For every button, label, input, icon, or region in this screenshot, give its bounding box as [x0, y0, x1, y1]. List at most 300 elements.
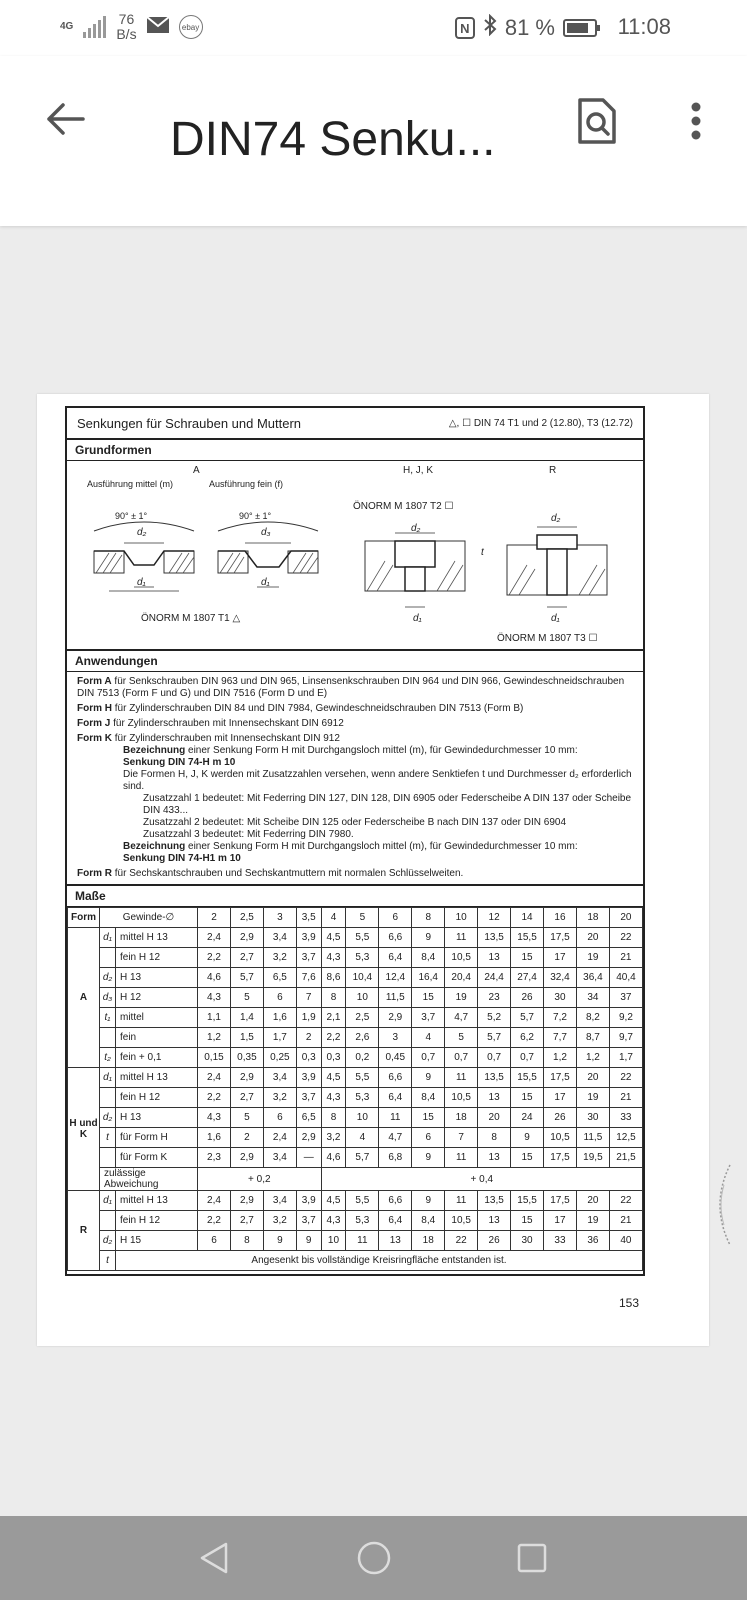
- form-r-d1: d₁: [551, 613, 560, 624]
- value-cell: 1,1: [198, 1008, 231, 1028]
- ebay-icon: [179, 15, 203, 39]
- value-cell: 3,2: [263, 948, 296, 968]
- value-cell: 15: [511, 948, 544, 968]
- value-cell: 22: [445, 1231, 478, 1251]
- value-cell: 5,3: [346, 1211, 379, 1231]
- value-cell: 0,35: [230, 1048, 263, 1068]
- value-cell: 2,2: [321, 1028, 346, 1048]
- table-row: [68, 1068, 643, 1088]
- header-size: 10: [445, 908, 478, 928]
- symbol-cell: d₁: [100, 1068, 116, 1088]
- value-cell: 7: [296, 988, 321, 1008]
- value-cell: 8: [321, 1108, 346, 1128]
- desc-cell: mittel H 13: [116, 1191, 198, 1211]
- doc-header-ref: △, ☐ DIN 74 T1 und 2 (12.80), T3 (12.72): [448, 417, 633, 429]
- form-hjk-d1: d₁: [413, 613, 422, 624]
- value-cell: 9: [412, 1191, 445, 1211]
- table-row: [68, 1048, 643, 1068]
- desc-cell: H 15: [116, 1231, 198, 1251]
- page-number: 153: [618, 1296, 639, 1310]
- value-cell: 9: [412, 1068, 445, 1088]
- value-cell: 2,9: [230, 1191, 263, 1211]
- desc-cell: fein H 12: [116, 1088, 198, 1108]
- value-cell: 19: [576, 948, 609, 968]
- form-cell: H und K: [68, 1068, 100, 1191]
- value-cell: 20: [576, 928, 609, 948]
- value-cell: 8,7: [576, 1028, 609, 1048]
- battery-fill: [567, 23, 588, 33]
- value-cell: 1,4: [230, 1008, 263, 1028]
- value-cell: 10,5: [445, 948, 478, 968]
- value-cell: 4,5: [321, 1068, 346, 1088]
- table-row: [68, 1191, 643, 1211]
- value-cell: 0,25: [263, 1048, 296, 1068]
- value-cell: 3,9: [296, 928, 321, 948]
- value-cell: 9: [412, 1148, 445, 1168]
- value-cell: 4,3: [321, 1088, 346, 1108]
- nfc-icon-label: N: [460, 20, 470, 36]
- value-cell: 0,7: [412, 1048, 445, 1068]
- value-cell: 10,5: [544, 1128, 577, 1148]
- desc-cell: für Form K: [116, 1148, 198, 1168]
- value-cell: 30: [576, 1108, 609, 1128]
- desc-cell: fein H 12: [116, 948, 198, 968]
- document-search-icon: [577, 97, 617, 145]
- value-cell: 10: [346, 1108, 379, 1128]
- r-t-row: [68, 1251, 643, 1271]
- value-cell: 4,6: [198, 968, 231, 988]
- value-cell: 2,2: [198, 1211, 231, 1231]
- value-cell: 5,3: [346, 948, 379, 968]
- header-size: 4: [321, 908, 346, 928]
- anwendungen-heading: Anwendungen: [67, 651, 643, 672]
- anw-note: Die Formen H, J, K werden mit Zusatzzahlen versehen, wenn andere Senktiefen t und Durchmesser d₂ erforderlich sind.: [123, 769, 632, 792]
- value-cell: 15,5: [511, 928, 544, 948]
- header-size: 6: [379, 908, 412, 928]
- value-cell: 4,5: [321, 928, 346, 948]
- status-left: [60, 12, 203, 42]
- value-cell: 2,7: [230, 1211, 263, 1231]
- table-row: [68, 988, 643, 1008]
- value-cell: 19: [576, 1088, 609, 1108]
- battery-icon: [563, 19, 597, 37]
- symbol-cell: [100, 1148, 116, 1168]
- value-cell: 4,3: [321, 948, 346, 968]
- document-title: DIN74 Senku...: [170, 113, 496, 166]
- value-cell: 21,5: [609, 1148, 642, 1168]
- value-cell: 13: [478, 948, 511, 968]
- value-cell: 6: [263, 1108, 296, 1128]
- form-a-mittel-d1: d₁: [137, 577, 146, 588]
- anwendungen-body: [67, 672, 643, 886]
- value-cell: 17,5: [544, 1148, 577, 1168]
- value-cell: 13,5: [478, 928, 511, 948]
- desc-cell: H 13: [116, 1108, 198, 1128]
- value-cell: 2,4: [198, 928, 231, 948]
- value-cell: 1,7: [609, 1048, 642, 1068]
- anw-bezeichnung-1: Bezeichnung einer Senkung Form H mit Durchgangsloch mittel (m), für Gewindedurchmesser 10 mm: Senkung DIN 74-H m 10: [123, 745, 578, 768]
- value-cell: 0,3: [321, 1048, 346, 1068]
- status-right: [455, 14, 597, 42]
- anw-bezeichnung-2: Bezeichnung einer Senkung Form H mit Durchgangsloch mittel (m), für Gewindedurchmesser 10 mm: Senkung DIN 74-H1 m 10: [123, 841, 578, 864]
- value-cell: 0,7: [511, 1048, 544, 1068]
- value-cell: 4,3: [321, 1211, 346, 1231]
- value-cell: 11: [445, 1068, 478, 1088]
- value-cell: 6,5: [263, 968, 296, 988]
- value-cell: 5,7: [478, 1028, 511, 1048]
- value-cell: 13: [478, 1211, 511, 1231]
- table-row: [68, 1128, 643, 1148]
- value-cell: 9: [263, 1231, 296, 1251]
- anw-form-k: Form K für Zylinderschrauben mit Innensechskant DIN 912: [77, 733, 340, 744]
- network-speed: [116, 12, 136, 42]
- value-cell: 10: [321, 1231, 346, 1251]
- value-cell: 4,3: [198, 988, 231, 1008]
- value-cell: 22: [609, 1068, 642, 1088]
- document-page[interactable]: [37, 394, 709, 1346]
- table-row: [68, 928, 643, 948]
- value-cell: 13: [478, 1088, 511, 1108]
- value-cell: 2,6: [346, 1028, 379, 1048]
- next-page-edge: [700, 1160, 740, 1250]
- value-cell: 3,2: [263, 1088, 296, 1108]
- value-cell: 3,4: [263, 1148, 296, 1168]
- onorm-t2-label: ÖNORM M 1807 T2 ☐: [353, 501, 454, 512]
- value-cell: 3,7: [296, 948, 321, 968]
- value-cell: 4,3: [198, 1108, 231, 1128]
- form-r-drawing: [497, 521, 617, 621]
- angle-fein: 90° ± 1°: [239, 511, 272, 521]
- value-cell: 26: [478, 1231, 511, 1251]
- value-cell: 6,6: [379, 1191, 412, 1211]
- value-cell: 10,5: [445, 1088, 478, 1108]
- value-cell: 11,5: [379, 988, 412, 1008]
- value-cell: 1,9: [296, 1008, 321, 1028]
- form-hjk-drawing: [355, 521, 475, 621]
- symbol-cell: d₁: [100, 928, 116, 948]
- value-cell: 40: [609, 1231, 642, 1251]
- value-cell: 17,5: [544, 1191, 577, 1211]
- value-cell: 3,7: [296, 1088, 321, 1108]
- value-cell: 24: [511, 1108, 544, 1128]
- value-cell: 9,2: [609, 1008, 642, 1028]
- value-cell: 24,4: [478, 968, 511, 988]
- more-options-button[interactable]: [672, 94, 720, 148]
- header-size: 16: [544, 908, 577, 928]
- value-cell: 4,5: [321, 1191, 346, 1211]
- value-cell: 40,4: [609, 968, 642, 988]
- value-cell: 2,1: [321, 1008, 346, 1028]
- value-cell: 1,7: [263, 1028, 296, 1048]
- value-cell: 9: [296, 1231, 321, 1251]
- header-size: 2,5: [230, 908, 263, 928]
- value-cell: 4,7: [379, 1128, 412, 1148]
- table-row: [68, 1108, 643, 1128]
- value-cell: 10: [346, 988, 379, 1008]
- table-row: [68, 1008, 643, 1028]
- anw-zusatz-3: Zusatzzahl 3 bedeutet: Mit Federring DIN 7980.: [143, 829, 354, 840]
- value-cell: 7,2: [544, 1008, 577, 1028]
- value-cell: 6: [263, 988, 296, 1008]
- r-t-text: Angesenkt bis vollständige Kreisringfläche entstanden ist.: [116, 1251, 643, 1271]
- value-cell: 7,7: [544, 1028, 577, 1048]
- value-cell: 36: [576, 1231, 609, 1251]
- value-cell: 37: [609, 988, 642, 1008]
- value-cell: 6,4: [379, 1211, 412, 1231]
- nav-recents-button[interactable]: [508, 1534, 556, 1582]
- value-cell: 2,2: [198, 1088, 231, 1108]
- value-cell: 3,7: [412, 1008, 445, 1028]
- tolerance-small: + 0,2: [198, 1168, 322, 1191]
- value-cell: 3,9: [296, 1191, 321, 1211]
- value-cell: 11,5: [576, 1128, 609, 1148]
- network-type: 4G: [60, 21, 74, 32]
- table-row: [68, 968, 643, 988]
- value-cell: 15: [511, 1088, 544, 1108]
- desc-cell: H 13: [116, 968, 198, 988]
- value-cell: 5,7: [230, 968, 263, 988]
- value-cell: —: [296, 1148, 321, 1168]
- value-cell: 5,2: [478, 1008, 511, 1028]
- value-cell: 15: [511, 1148, 544, 1168]
- anw-zusatz-1: Zusatzzahl 1 bedeutet: Mit Federring DIN 127, DIN 128, DIN 6905 oder Federscheibe A DIN 137 oder Scheibe DIN 433...: [143, 793, 632, 816]
- nav-back-button[interactable]: [190, 1534, 238, 1582]
- anw-form-a: Form A für Senkschrauben DIN 963 und DIN 965, Linsensenkschrauben DIN 964 und DIN 966, Gewindeschneidschrauben DIN 7513 (Form F und G) und DIN 7516 (Form D und E): [77, 676, 625, 699]
- header-form: Form: [68, 908, 100, 928]
- value-cell: 15: [412, 1108, 445, 1128]
- value-cell: 5,5: [346, 928, 379, 948]
- symbol-cell: d₂: [100, 1231, 116, 1251]
- value-cell: 2,5: [346, 1008, 379, 1028]
- value-cell: 6: [412, 1128, 445, 1148]
- value-cell: 4: [412, 1028, 445, 1048]
- value-cell: 13,5: [478, 1191, 511, 1211]
- value-cell: 4,7: [445, 1008, 478, 1028]
- value-cell: 1,2: [576, 1048, 609, 1068]
- symbol-cell: [100, 948, 116, 968]
- value-cell: 18: [412, 1231, 445, 1251]
- angle-mittel: 90° ± 1°: [115, 511, 148, 521]
- form-cell: A: [68, 928, 100, 1068]
- value-cell: 22: [609, 928, 642, 948]
- form-cell: R: [68, 1191, 100, 1271]
- value-cell: 6,5: [296, 1108, 321, 1128]
- value-cell: 1,6: [263, 1008, 296, 1028]
- value-cell: 17: [544, 948, 577, 968]
- table-row: [68, 1231, 643, 1251]
- value-cell: 30: [544, 988, 577, 1008]
- symbol-cell: d₁: [100, 1191, 116, 1211]
- speed-value: 76: [118, 11, 135, 27]
- ausfuehrung-fein: Ausführung fein (f): [209, 479, 284, 489]
- desc-cell: für Form H: [116, 1128, 198, 1148]
- value-cell: 5,5: [346, 1068, 379, 1088]
- value-cell: 1,2: [544, 1048, 577, 1068]
- header-size: 14: [511, 908, 544, 928]
- value-cell: 2,3: [198, 1148, 231, 1168]
- grundformen-drawings: [67, 461, 643, 651]
- value-cell: 20: [576, 1191, 609, 1211]
- clock: 11:08: [617, 14, 671, 39]
- anw-zusatz-2: Zusatzzahl 2 bedeutet: Mit Scheibe DIN 125 oder Federscheibe B nach DIN 137 oder DIN 6904: [143, 817, 567, 828]
- value-cell: 2,9: [230, 928, 263, 948]
- header-size: 2: [198, 908, 231, 928]
- value-cell: 3,4: [263, 928, 296, 948]
- value-cell: 8,6: [321, 968, 346, 988]
- value-cell: 3,9: [296, 1068, 321, 1088]
- speed-unit: B/s: [116, 26, 137, 42]
- desc-cell: mittel: [116, 1008, 198, 1028]
- value-cell: 15: [412, 988, 445, 1008]
- value-cell: 2,7: [230, 1088, 263, 1108]
- value-cell: 7,6: [296, 968, 321, 988]
- value-cell: 8: [230, 1231, 263, 1251]
- value-cell: 6,4: [379, 1088, 412, 1108]
- anw-form-j: Form J für Zylinderschrauben mit Innensechskant DIN 6912: [77, 718, 344, 729]
- value-cell: 0,7: [478, 1048, 511, 1068]
- value-cell: 1,5: [230, 1028, 263, 1048]
- square-recents-icon: [516, 1542, 548, 1574]
- app-bar: [0, 56, 747, 226]
- value-cell: 27,4: [511, 968, 544, 988]
- value-cell: 8,4: [412, 1088, 445, 1108]
- value-cell: 9,7: [609, 1028, 642, 1048]
- value-cell: 23: [478, 988, 511, 1008]
- navigation-bar: [0, 1516, 747, 1600]
- doc-header-title: Senkungen für Schrauben und Muttern: [77, 415, 302, 431]
- value-cell: 8,2: [576, 1008, 609, 1028]
- value-cell: 11: [379, 1108, 412, 1128]
- value-cell: 0,3: [296, 1048, 321, 1068]
- value-cell: 17,5: [544, 928, 577, 948]
- symbol-cell: d₂: [100, 968, 116, 988]
- value-cell: 33: [544, 1231, 577, 1251]
- header-size: 8: [412, 908, 445, 928]
- form-a-fein-d3: d₃: [261, 527, 271, 538]
- value-cell: 13,5: [478, 1068, 511, 1088]
- value-cell: 21: [609, 948, 642, 968]
- tolerance-label: zulässige Abweichung: [100, 1168, 198, 1191]
- value-cell: 22: [609, 1191, 642, 1211]
- header-gewinde: Gewinde-∅: [100, 908, 198, 928]
- desc-cell: H 12: [116, 988, 198, 1008]
- signal-icon: [83, 16, 106, 38]
- grundformen-heading: Grundformen: [67, 440, 643, 461]
- value-cell: 20,4: [445, 968, 478, 988]
- value-cell: 15,5: [511, 1191, 544, 1211]
- value-cell: 6,2: [511, 1028, 544, 1048]
- anw-form-h: Form H für Zylinderschrauben DIN 84 und DIN 7984, Gewindeschneidschrauben DIN 7513 (Form B): [77, 703, 524, 714]
- triangle-back-icon: [199, 1541, 229, 1575]
- value-cell: 2,9: [230, 1068, 263, 1088]
- symbol-cell: d₂: [100, 1108, 116, 1128]
- value-cell: 19: [576, 1211, 609, 1231]
- value-cell: 3,2: [321, 1128, 346, 1148]
- value-cell: 2,4: [263, 1128, 296, 1148]
- value-cell: 6: [198, 1231, 231, 1251]
- desc-cell: mittel H 13: [116, 928, 198, 948]
- value-cell: 6,4: [379, 948, 412, 968]
- more-vert-icon: [690, 101, 702, 141]
- table-row: [68, 1211, 643, 1231]
- bluetooth-icon: [483, 14, 497, 42]
- value-cell: 4,6: [321, 1148, 346, 1168]
- value-cell: 6,6: [379, 928, 412, 948]
- value-cell: 8,4: [412, 948, 445, 968]
- tolerance-large: + 0,4: [321, 1168, 642, 1191]
- value-cell: 2: [296, 1028, 321, 1048]
- onorm-t3-label: ÖNORM M 1807 T3 ☐: [497, 633, 598, 644]
- header-size: 18: [576, 908, 609, 928]
- circle-home-icon: [356, 1540, 392, 1576]
- symbol-cell: [100, 1211, 116, 1231]
- value-cell: 10,5: [445, 1211, 478, 1231]
- table-row: [68, 1148, 643, 1168]
- value-cell: 3,4: [263, 1068, 296, 1088]
- value-cell: 3,2: [263, 1211, 296, 1231]
- value-cell: 36,4: [576, 968, 609, 988]
- value-cell: 19: [445, 988, 478, 1008]
- search-document-button[interactable]: [570, 94, 624, 148]
- form-a-label: A: [193, 465, 200, 476]
- value-cell: 7: [445, 1128, 478, 1148]
- nfc-icon: [455, 17, 475, 39]
- value-cell: 11: [346, 1231, 379, 1251]
- value-cell: 5,7: [346, 1148, 379, 1168]
- table-row: [68, 948, 643, 968]
- table-header-row: [68, 908, 643, 928]
- form-r-t: t: [481, 547, 484, 558]
- value-cell: 3,7: [296, 1211, 321, 1231]
- form-a-mittel-d2: d₂: [137, 527, 147, 538]
- value-cell: 0,7: [445, 1048, 478, 1068]
- desc-cell: fein + 0,1: [116, 1048, 198, 1068]
- value-cell: 5,3: [346, 1088, 379, 1108]
- header-size: 12: [478, 908, 511, 928]
- anw-form-r: Form R für Sechskantschrauben und Sechskantmuttern mit normalen Schlüsselweiten.: [77, 868, 464, 879]
- tolerance-row: [68, 1168, 643, 1191]
- form-hjk-d2: d₂: [411, 523, 421, 534]
- value-cell: 20: [576, 1068, 609, 1088]
- value-cell: 9: [511, 1128, 544, 1148]
- ebay-icon-label: ebay: [181, 22, 200, 32]
- value-cell: 0,15: [198, 1048, 231, 1068]
- value-cell: 26: [544, 1108, 577, 1128]
- value-cell: 0,45: [379, 1048, 412, 1068]
- value-cell: 32,4: [544, 968, 577, 988]
- value-cell: 3: [379, 1028, 412, 1048]
- form-hjk-label: H, J, K: [403, 465, 434, 476]
- value-cell: 6,6: [379, 1068, 412, 1088]
- value-cell: 9: [412, 928, 445, 948]
- symbol-cell: t₁: [100, 1008, 116, 1028]
- value-cell: 2,9: [296, 1128, 321, 1148]
- value-cell: 30: [511, 1231, 544, 1251]
- dimensions-table: [67, 907, 643, 1271]
- onorm-t1-label: ÖNORM M 1807 T1 △: [141, 613, 241, 624]
- symbol-cell: t₂: [100, 1048, 116, 1068]
- value-cell: 6,8: [379, 1148, 412, 1168]
- back-button[interactable]: [38, 92, 92, 146]
- value-cell: 12,4: [379, 968, 412, 988]
- r-t-symbol: t: [100, 1251, 116, 1271]
- value-cell: 33: [609, 1108, 642, 1128]
- value-cell: 2: [230, 1128, 263, 1148]
- arrow-left-icon: [45, 102, 85, 136]
- value-cell: 1,2: [198, 1028, 231, 1048]
- nav-home-button[interactable]: [350, 1534, 398, 1582]
- desc-cell: mittel H 13: [116, 1068, 198, 1088]
